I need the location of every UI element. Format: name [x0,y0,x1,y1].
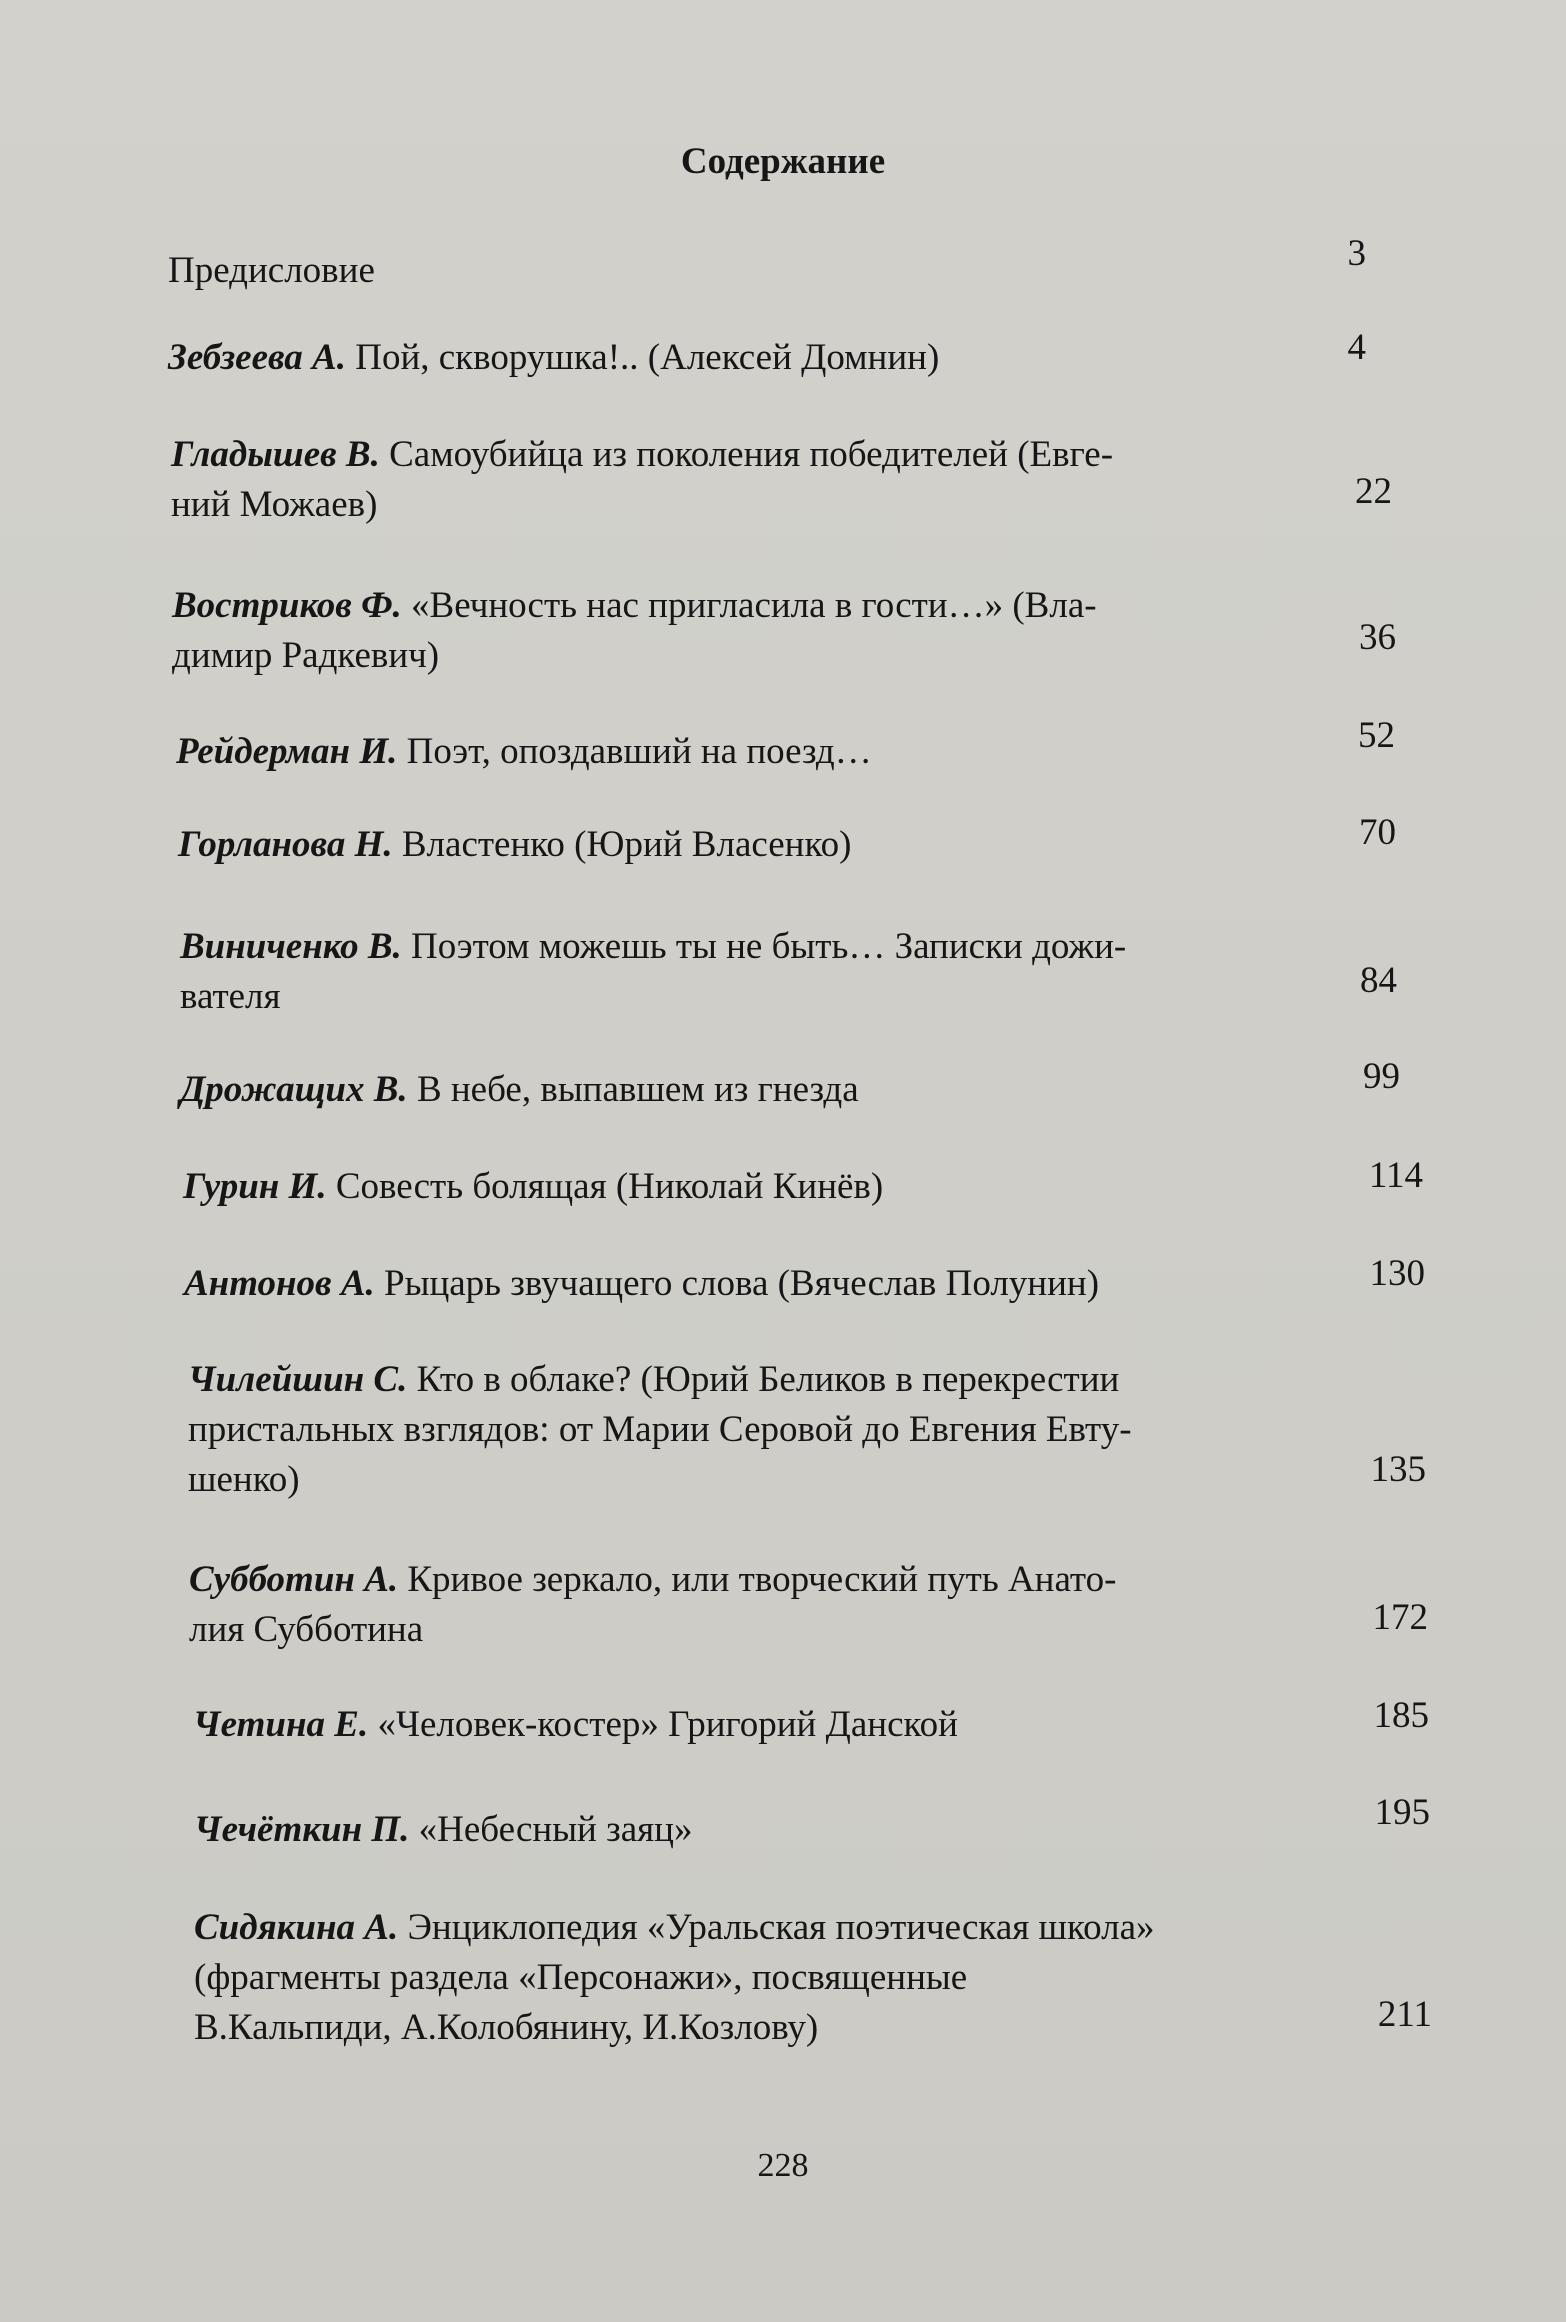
entry-author: Чечёткин П. [194,1809,410,1850]
entry-page-number: 130 [1369,1253,1425,1294]
entry-page-number: 172 [1372,1597,1428,1638]
entry-title-text: Предисловие [168,250,375,291]
entry-title-text: В небе, выпавшем из гнезда [416,1069,859,1110]
entry-page-number: 211 [1377,1994,1432,2035]
entry-title-text: Поэтом можешь ты не быть… Записки дожи- [411,926,1127,967]
entry-title [172,581,1292,681]
entry-title-text: Рыцарь звучащего слова (Вячеслав Полунин) [384,1263,1100,1304]
entry-page-number: 185 [1373,1695,1429,1736]
entry-author: Субботин А. [189,1559,399,1600]
entry-title [184,1259,1304,1309]
entry-title-continuation: пристальных взглядов: от Марии Серовой до Евгения Евту- [188,1409,1132,1450]
entry-page-number: 4 [1347,327,1366,368]
entry-title-text: Поэт, опоздавший на поезд… [406,731,872,772]
page-number: 228 [757,2147,809,2184]
entry-author: Востриков Ф. [172,585,402,626]
entry-page-number: 52 [1358,715,1395,756]
entry-title [194,1805,1314,1855]
entry-title [178,820,1298,870]
entry-title [176,727,1296,777]
entry-page-number: 36 [1359,617,1396,658]
entry-page-number: 99 [1363,1056,1400,1097]
entry-title-text: Властенко (Юрий Власенко) [401,824,852,865]
entry-title-text: Кривое зеркало, или творческий путь Анато- [407,1559,1117,1600]
entry-page-number: 3 [1347,233,1366,274]
entry-page-number: 135 [1370,1449,1426,1490]
entry-author: Гурин И. [183,1166,327,1207]
entry-author: Четина Е. [193,1704,369,1745]
entry-title [168,246,1288,296]
entry-title-continuation: ний Можаев) [171,484,378,525]
entry-page-number: 114 [1368,1155,1423,1196]
entry-title [180,1065,1300,1115]
entry-title-text: Совесть болящая (Николай Кинёв) [335,1166,884,1207]
entry-page-number: 22 [1355,471,1392,512]
entry-author: Антонов А. [184,1263,375,1304]
entry-title-continuation: димир Радкевич) [172,635,440,676]
entry-title [180,922,1300,1022]
entry-title [194,1903,1314,2053]
entry-page-number: 84 [1360,960,1397,1001]
entry-title-text: «Вечность нас пригласила в гости…» (Вла- [411,585,1097,626]
entry-author: Горланова Н. [178,824,393,865]
toc-heading: Содержание [680,141,886,182]
entry-title-continuation: В.Кальпиди, А.Колобянину, И.Козлову) [194,2007,819,2048]
entry-title [189,1555,1309,1655]
entry-title-text: Кто в облаке? (Юрий Беликов в перекрестии [416,1359,1120,1400]
entry-author: Дрожащих В. [180,1069,408,1110]
entry-title-text: Энциклопедия «Уральская поэтическая школа» [407,1907,1155,1948]
entry-title-text: Пой, скворушка!.. (Алексей Домнин) [355,337,940,378]
entry-title-text: Самоубийца из поколения победителей (Евге- [389,434,1114,475]
entry-title [193,1700,1313,1750]
entry-title [188,1355,1308,1505]
entry-title-text: «Человек-костер» Григорий Данской [377,1704,958,1745]
entry-title-continuation: (фрагменты раздела «Персонажи», посвященные [194,1957,968,1998]
entry-title-continuation: шенко) [188,1459,300,1500]
entry-author: Сидякина А. [194,1907,399,1948]
entry-author: Виниченко В. [180,926,402,967]
entry-author: Гладышев В. [171,434,380,475]
entry-title-continuation: вателя [180,976,281,1017]
entry-title [183,1162,1303,1212]
entry-author: Зебзеева А. [168,337,346,378]
entry-author: Чилейшин С. [188,1359,408,1400]
entry-title-continuation: лия Субботина [189,1609,424,1650]
entry-page-number: 70 [1359,812,1396,853]
entry-title [168,333,1288,383]
entry-page-number: 195 [1374,1792,1430,1833]
entry-title [171,430,1291,530]
entry-title-text: «Небесный заяц» [418,1809,693,1850]
entry-author: Рейдерман И. [176,731,398,772]
